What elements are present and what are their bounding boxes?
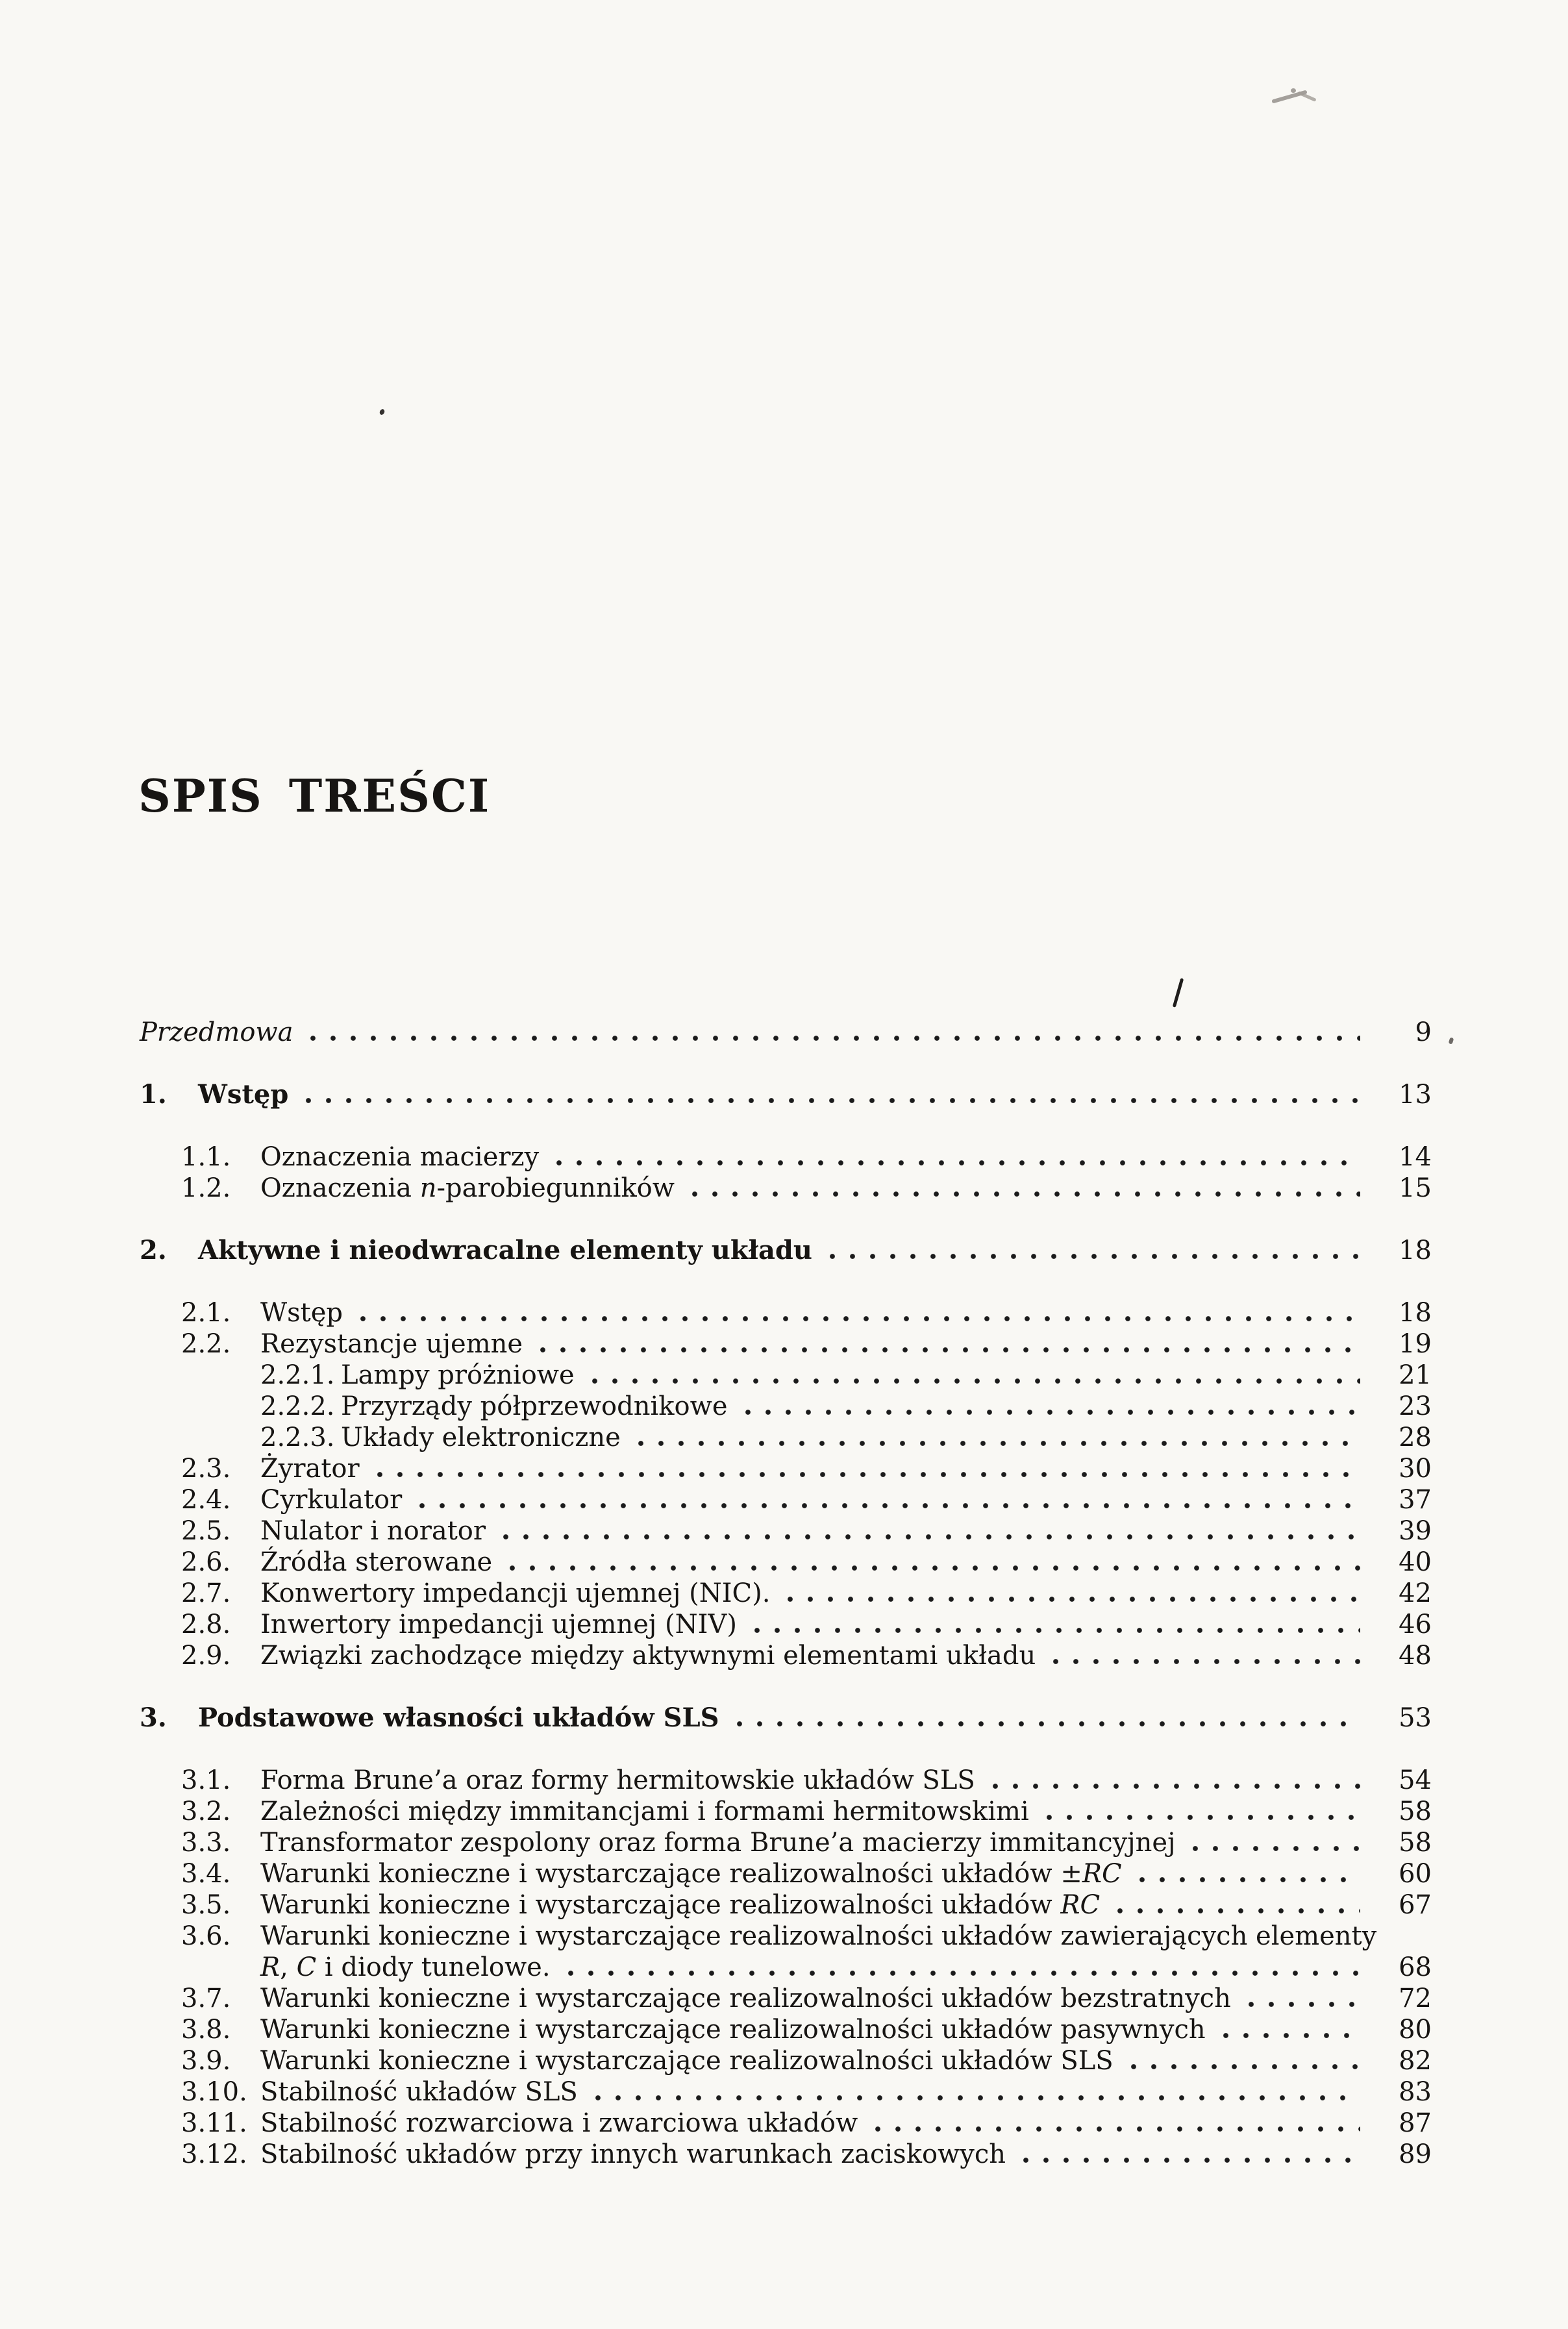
entry-title-text: Aktywne i nieodwracalne elementy układu [198, 1235, 812, 1265]
entry-title-text: Warunki konieczne i wystarczające realizowalności układów zawierających elementy [260, 1921, 1377, 1951]
entry-title [260, 2045, 1114, 2076]
entry-title [260, 1827, 1175, 1858]
toc-entry [140, 2139, 1432, 2170]
entry-number: 3.6. [181, 1921, 231, 1951]
entry-number: 3.10. [181, 2077, 247, 2107]
page-number: 42 [1399, 1578, 1432, 1608]
toc-entry [140, 1079, 1432, 1110]
page-number: 21 [1399, 1360, 1432, 1390]
scan-artifact [1271, 90, 1307, 103]
entry-title-text: Wstęp [260, 1298, 343, 1328]
toc-entry [140, 1609, 1432, 1640]
toc-entry [140, 2108, 1432, 2139]
page-number: 58 [1399, 1797, 1432, 1826]
entry-title [341, 1391, 728, 1422]
entry-title-text: Żyrator [260, 1454, 360, 1484]
dot-leader [370, 1453, 1360, 1484]
page-number: 53 [1399, 1703, 1432, 1733]
toc-entry [140, 1297, 1432, 1328]
toc-entry [140, 1640, 1432, 1671]
dot-leader [1186, 1827, 1360, 1858]
dot-leader [299, 1079, 1360, 1110]
dot-leader [1110, 1889, 1360, 1921]
entry-number: 3.12. [181, 2139, 247, 2169]
entry-number: 2.2. [181, 1329, 231, 1359]
dot-leader [730, 1702, 1360, 1734]
entry-number: 3.11. [181, 2108, 247, 2138]
entry-number: 3.5. [181, 1890, 231, 1920]
entry-number: 2.5. [181, 1516, 231, 1546]
entry-title [198, 1702, 719, 1734]
entry-title-math: RC [1082, 1859, 1122, 1889]
dot-leader [412, 1484, 1360, 1515]
toc-entry [140, 1515, 1432, 1547]
entry-number: 2.1. [181, 1298, 231, 1328]
dot-leader [1216, 2014, 1360, 2045]
entry-number: 3. [140, 1702, 167, 1733]
entry-title-text: Warunki konieczne i wystarczające realizowalności układów bezstratnych [260, 1984, 1231, 2013]
entry-title [260, 1484, 402, 1515]
page-number: 48 [1399, 1641, 1432, 1671]
dot-leader [631, 1422, 1360, 1453]
dot-leader [1124, 2045, 1360, 2076]
entry-number: 3.4. [181, 1859, 231, 1889]
entry-title [260, 1578, 770, 1609]
entry-title-text: Warunki konieczne i wystarczające realizowalności układów pasywnych [260, 2015, 1206, 2045]
entry-title-text: Warunki konieczne i wystarczające realizowalności układów [260, 1890, 1061, 1920]
entry-title-text: Wstęp [198, 1079, 289, 1110]
page-number: 28 [1399, 1423, 1432, 1452]
toc-entry [140, 1952, 1432, 1983]
entry-number: 2.4. [181, 1485, 231, 1515]
toc-entry [140, 1391, 1432, 1422]
entry-number: 3.1. [181, 1765, 231, 1795]
dot-leader [747, 1609, 1360, 1640]
entry-title [260, 1889, 1100, 1921]
entry-title [260, 1328, 523, 1360]
dot-leader [1132, 1858, 1360, 1889]
page-number: 40 [1399, 1547, 1432, 1577]
entry-title [260, 1141, 539, 1173]
toc-entry [140, 2076, 1432, 2108]
entry-title-text: Rezystancje ujemne [260, 1329, 523, 1359]
dot-leader [823, 1235, 1360, 1266]
entry-title-text: Oznaczenia [260, 1173, 420, 1203]
scan-artifact [379, 408, 385, 416]
entry-title-math: n [419, 1173, 437, 1203]
entry-number: 3.9. [181, 2046, 231, 2076]
entry-title-math: C [296, 1952, 317, 1982]
toc-entry [140, 1173, 1432, 1204]
dot-leader [561, 1952, 1360, 1983]
entry-title-math: RC [1060, 1890, 1101, 1920]
page-number: 23 [1399, 1391, 1432, 1421]
entry-title-text: Stabilność rozwarciowa i zwarciowa układów [260, 2108, 858, 2138]
entry-number: 2.3. [181, 1454, 231, 1484]
entry-title [260, 1765, 975, 1796]
scan-artifact [1449, 1037, 1454, 1044]
toc-entry [140, 1453, 1432, 1484]
page-number: 60 [1399, 1859, 1432, 1889]
entry-title-text: Stabilność układów SLS [260, 2077, 578, 2107]
dot-leader [353, 1297, 1360, 1328]
entry-title-text: Konwertory impedancji ujemnej (NIC). [260, 1578, 771, 1608]
dot-leader [1241, 1983, 1360, 2014]
entry-title-text: Źródła sterowane [260, 1547, 493, 1577]
dot-leader [585, 1360, 1360, 1391]
toc [140, 1017, 1432, 2170]
page-number: 89 [1399, 2139, 1432, 2169]
dot-leader [496, 1515, 1360, 1547]
entry-number: 2.8. [181, 1610, 231, 1639]
entry-title-text: Lampy próżniowe [341, 1360, 575, 1390]
entry-title [260, 1173, 675, 1204]
entry-title [140, 1017, 293, 1048]
page-number: 19 [1399, 1329, 1432, 1359]
entry-title-text: Cyrkulator [260, 1485, 403, 1515]
dot-leader [738, 1391, 1360, 1422]
entry-number: 2.7. [181, 1578, 231, 1608]
page-number: 39 [1399, 1516, 1432, 1546]
toc-entry [140, 1235, 1432, 1266]
dot-leader [780, 1578, 1360, 1609]
page-number: 18 [1399, 1236, 1432, 1265]
toc-entry [140, 1422, 1432, 1453]
toc-entry [140, 1765, 1432, 1796]
dot-leader [303, 1017, 1360, 1048]
entry-title [198, 1235, 812, 1266]
page-number: 72 [1399, 1984, 1432, 2013]
entry-number: 1. [140, 1079, 167, 1110]
entry-number: 1.2. [181, 1173, 231, 1203]
scan-artifact [1291, 88, 1296, 93]
toc-entry [140, 1578, 1432, 1609]
page-number: 30 [1399, 1454, 1432, 1484]
page-number: 37 [1399, 1485, 1432, 1515]
page-number: 67 [1399, 1890, 1432, 1920]
entry-title-text: Inwertory impedancji ujemnej (NIV) [260, 1610, 737, 1639]
entry-title [260, 2014, 1206, 2045]
page-number: 83 [1399, 2077, 1432, 2107]
entry-title [260, 1547, 492, 1578]
toc-entry [140, 1889, 1432, 1921]
dot-leader [685, 1173, 1360, 1204]
entry-title [260, 1515, 486, 1547]
entry-title [260, 2108, 858, 2139]
page-title: SPIS TREŚCI [138, 770, 491, 823]
entry-title-text: Przedmowa [140, 1017, 293, 1047]
scan-artifact [1297, 91, 1316, 102]
entry-title [260, 1640, 1036, 1671]
page-number: 80 [1399, 2015, 1432, 2045]
dot-leader [533, 1328, 1360, 1360]
toc-entry [140, 2045, 1432, 2076]
dot-leader [868, 2108, 1360, 2139]
dot-leader [1046, 1640, 1360, 1671]
entry-title [260, 1921, 1376, 1952]
toc-entry [140, 1921, 1432, 1952]
entry-number: 1.1. [181, 1142, 231, 1172]
entry-title [260, 1796, 1029, 1827]
dot-leader [549, 1141, 1360, 1173]
entry-number: 2.2.2. [260, 1391, 335, 1421]
entry-title-text: Związki zachodzące między aktywnymi elementami układu [260, 1641, 1036, 1671]
entry-number: 3.3. [181, 1828, 231, 1858]
entry-title-text: Oznaczenia macierzy [260, 1142, 540, 1172]
entry-title-text: Warunki konieczne i wystarczające realizowalności układów SLS [260, 2046, 1114, 2076]
entry-title-text: i diody tunelowe. [316, 1952, 551, 1982]
entry-title [260, 1297, 343, 1328]
page-number: 46 [1399, 1610, 1432, 1639]
page-number: 14 [1399, 1142, 1432, 1172]
toc-entry [140, 1017, 1432, 1048]
toc-entry [140, 1484, 1432, 1515]
entry-title-text: Układy elektroniczne [341, 1423, 621, 1452]
entry-title [260, 2076, 578, 2108]
page-number: 54 [1399, 1765, 1432, 1795]
scan-artifact [1173, 978, 1184, 1008]
entry-title [341, 1422, 621, 1453]
entry-title [260, 1952, 551, 1983]
entry-title-text: Zależności między immitancjami i formami hermitowskimi [260, 1797, 1029, 1826]
entry-number: 3.8. [181, 2015, 231, 2045]
entry-title [260, 1609, 737, 1640]
toc-entry [140, 1983, 1432, 2014]
page-number: 58 [1399, 1828, 1432, 1858]
toc-entry [140, 1141, 1432, 1173]
toc-entry [140, 1328, 1432, 1360]
entry-number: 3.7. [181, 1984, 231, 2013]
entry-title [260, 1858, 1122, 1889]
toc-entry [140, 1702, 1432, 1734]
page-number: 18 [1399, 1298, 1432, 1328]
entry-number: 3.2. [181, 1797, 231, 1826]
page-number: 68 [1399, 1952, 1432, 1982]
entry-title-math: R [260, 1952, 280, 1982]
entry-title-text: Warunki konieczne i wystarczające realizowalności układów ± [260, 1859, 1082, 1889]
entry-number: 2.2.3. [260, 1423, 335, 1452]
toc-entry [140, 1858, 1432, 1889]
entry-title-text: Nulator i norator [260, 1516, 486, 1546]
entry-title [260, 1983, 1231, 2014]
dot-leader [986, 1765, 1360, 1796]
toc-entry [140, 1796, 1432, 1827]
toc-entry [140, 1360, 1432, 1391]
entry-title-text: Przyrządy półprzewodnikowe [341, 1391, 728, 1421]
dot-leader [503, 1547, 1360, 1578]
entry-title [260, 1453, 360, 1484]
page-number: 9 [1415, 1017, 1432, 1047]
entry-number: 2. [140, 1235, 167, 1265]
page-number: 87 [1399, 2108, 1432, 2138]
page-number: 82 [1399, 2046, 1432, 2076]
toc-entry [140, 1547, 1432, 1578]
entry-title [260, 2139, 1006, 2170]
dot-leader [588, 2076, 1360, 2108]
entry-number: 2.6. [181, 1547, 231, 1577]
page-number: 15 [1399, 1173, 1432, 1203]
entry-title [198, 1079, 288, 1110]
toc-entry [140, 1827, 1432, 1858]
toc-entry [140, 2014, 1432, 2045]
entry-number: 2.9. [181, 1641, 231, 1671]
entry-number: 2.2.1. [260, 1360, 335, 1390]
entry-title-text: , [280, 1952, 297, 1982]
page-number: 13 [1399, 1080, 1432, 1110]
entry-title-text: Podstawowe własności układów SLS [198, 1702, 719, 1733]
entry-title-text: Stabilność układów przy innych warunkach zaciskowych [260, 2139, 1006, 2169]
dot-leader [1016, 2139, 1360, 2170]
entry-title-text: Transformator zespolony oraz forma Brune’a macierzy immitancyjnej [260, 1828, 1176, 1858]
entry-title-text: Forma Brune’a oraz formy hermitowskie układów SLS [260, 1765, 975, 1795]
dot-leader [1039, 1796, 1360, 1827]
entry-title [341, 1360, 575, 1391]
entry-title-text: -parobiegunników [436, 1173, 675, 1203]
